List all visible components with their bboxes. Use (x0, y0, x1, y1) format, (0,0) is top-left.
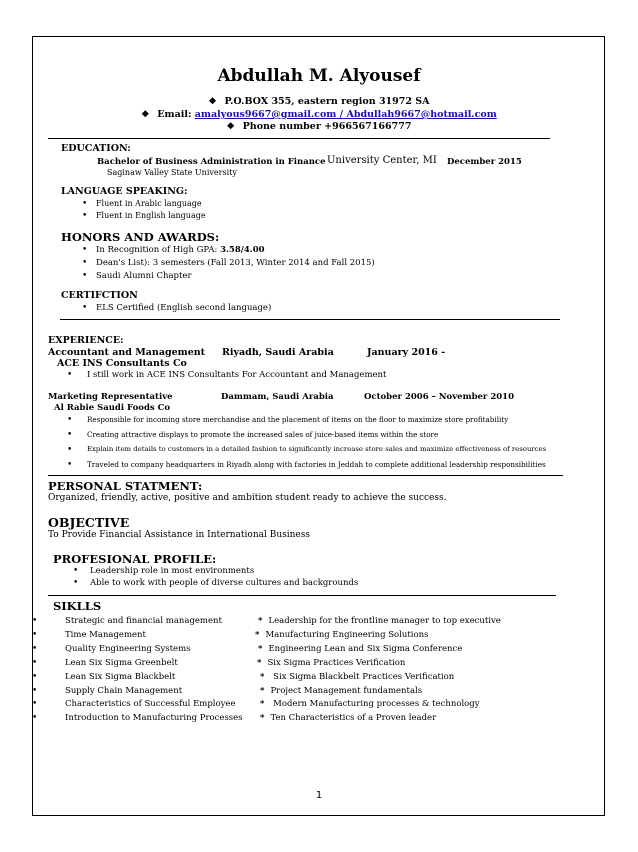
job-date: January 2016 - (367, 347, 446, 358)
education-school: Saginaw Valley State University (107, 168, 237, 177)
bullet-icon: • (67, 430, 73, 440)
skill-item: * Modern Manufacturing processes & technology (260, 699, 480, 710)
divider (60, 319, 560, 320)
education-degree: Bachelor of Business Administration in Finance (97, 157, 326, 167)
email-link-gmail[interactable]: amalyous9667@gmail.com (194, 109, 337, 120)
phone-text: Phone number +966567166777 (242, 121, 412, 132)
page-number: 1 (315, 790, 323, 801)
bullet-icon: • (82, 271, 88, 281)
diamond-bullet-icon: ❖ (208, 97, 217, 107)
skill-item: * Leadership for the frontline manager to top executive (258, 616, 501, 626)
skill-item: * Six Sigma Blackbelt Practices Verification (260, 671, 455, 682)
email-separator: / (339, 109, 344, 120)
skill-item: * Six Sigma Practices Verification (257, 657, 406, 668)
bullet-icon: • (73, 578, 79, 588)
skill-item: * Project Management fundamentals (260, 685, 423, 696)
bullet-icon: • (32, 685, 38, 696)
address-line (0, 96, 638, 107)
skill-item: * Ten Characteristics of a Proven leader (260, 713, 437, 724)
star-bullet-icon: * (260, 713, 265, 724)
education-heading: EDUCATION: (61, 143, 131, 154)
bullet-icon: • (73, 566, 79, 576)
skill-item: * Engineering Lean and Six Sigma Conference (258, 643, 463, 654)
bullet-icon: • (82, 258, 88, 268)
bullet-icon: • (32, 629, 38, 640)
profile-heading: PROFESIONAL PROFILE: (53, 552, 217, 566)
bullet-icon: • (82, 245, 88, 255)
star-bullet-icon: * (260, 699, 265, 710)
email-line (0, 109, 638, 120)
job-company: ACE INS Consultants Co (57, 358, 187, 369)
job-company: Al Rabie Saudi Foods Co (54, 403, 171, 413)
bullet-icon: • (32, 713, 38, 724)
bullet-icon: • (82, 303, 88, 313)
job-title: Marketing Representative (48, 392, 173, 402)
skill-item: * Manufacturing Engineering Solutions (255, 629, 429, 640)
personal-heading: PERSONAL STATMENT: (48, 479, 203, 493)
star-bullet-icon: * (258, 616, 263, 626)
email-label: Email: (157, 109, 192, 120)
bullet-icon: • (67, 445, 73, 455)
job-location: Dammam, Saudi Arabia (221, 392, 334, 402)
bullet-icon: • (32, 671, 38, 682)
job-date: October 2006 – November 2010 (364, 392, 515, 402)
job-title: Accountant and Management (48, 347, 206, 358)
diamond-bullet-icon: ❖ (226, 122, 235, 132)
bullet-icon: • (32, 616, 38, 626)
education-date: December 2015 (447, 157, 522, 167)
job-location: Riyadh, Saudi Arabia (222, 347, 334, 358)
certification-heading: CERTIFCTION (61, 290, 138, 301)
divider (48, 475, 563, 476)
star-bullet-icon: * (260, 685, 265, 696)
bullet-icon: • (67, 370, 73, 380)
experience-heading: EXPERIENCE: (48, 335, 124, 346)
bullet-icon: • (82, 199, 88, 209)
objective-text: To Provide Financial Assistance in International Business (48, 530, 310, 540)
honors-heading: HONORS AND AWARDS: (61, 230, 220, 244)
objective-heading: OBJECTIVE (48, 515, 130, 530)
bullet-icon: • (67, 460, 73, 470)
phone-line (0, 121, 638, 132)
personal-text: Organized, friendly, active, positive and ambition student ready to achieve the success. (48, 493, 447, 503)
divider (48, 138, 550, 139)
star-bullet-icon: * (255, 629, 260, 640)
diamond-bullet-icon: ❖ (141, 110, 150, 120)
email-link-hotmail[interactable]: Abdullah9667@hotmail.com (346, 109, 497, 120)
skills-heading: SIKLLS (53, 599, 102, 613)
bullet-icon: • (82, 211, 88, 221)
bullet-icon: • (32, 643, 38, 654)
education-location: University Center, MI (327, 155, 437, 166)
star-bullet-icon: * (257, 657, 262, 668)
bullet-icon: • (32, 657, 38, 668)
divider (48, 595, 556, 596)
bullet-icon: • (32, 699, 38, 710)
bullet-icon: • (67, 415, 73, 425)
star-bullet-icon: * (260, 671, 265, 682)
candidate-name: Abdullah M. Alyousef (217, 66, 421, 86)
language-heading: LANGUAGE SPEAKING: (61, 186, 188, 197)
star-bullet-icon: * (258, 643, 263, 654)
address-text: P.O.BOX 355, eastern region 31972 SA (224, 96, 430, 107)
